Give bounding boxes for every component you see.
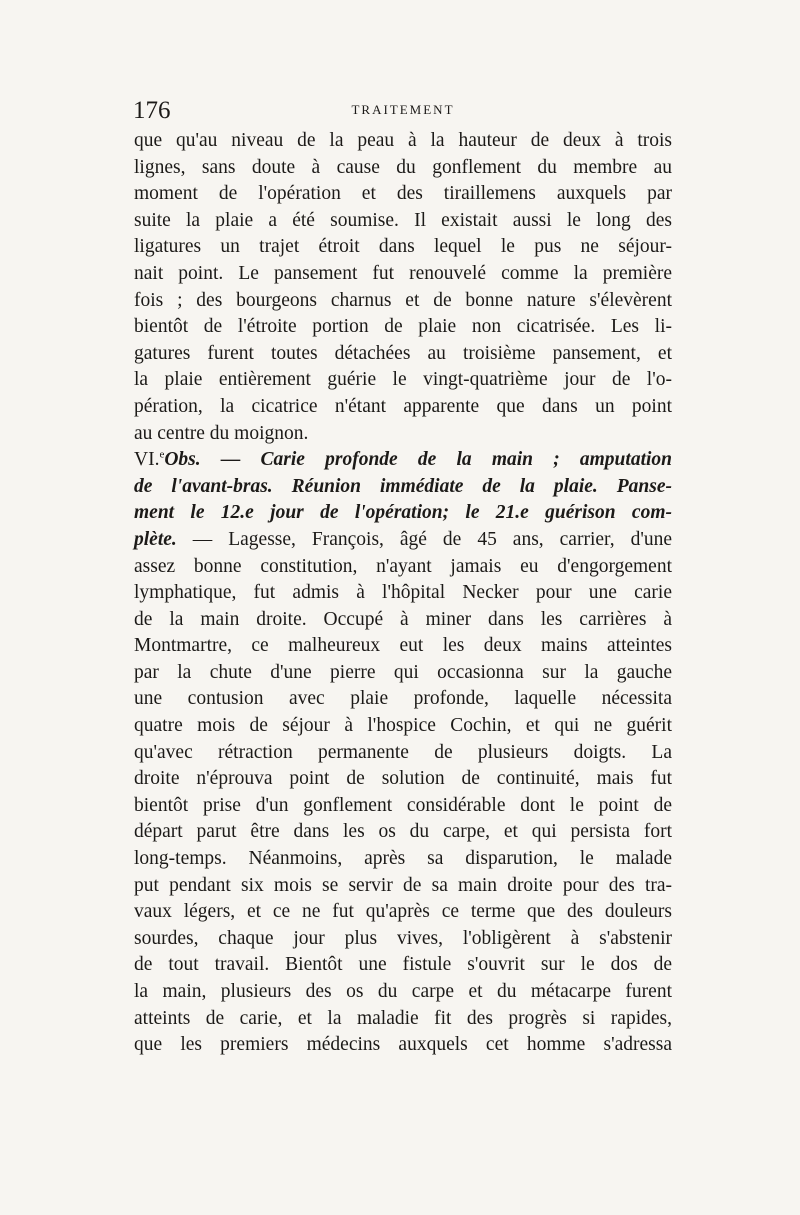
observation-heading-line bbox=[134, 447, 672, 474]
observation-heading-text: Obs. — Carie profonde de la main ; amputation bbox=[164, 449, 672, 471]
text-line: ligatures un trajet étroit dans lequel le pus ne séjour- bbox=[134, 236, 672, 258]
text-line: lymphatique, fut admis à l'hôpital Necker pour une carie bbox=[134, 582, 672, 604]
text-line: put pendant six mois se servir de sa main droite pour des tra- bbox=[134, 874, 672, 896]
observation-first-line bbox=[134, 527, 672, 554]
text-line: Montmartre, ce malheureux eut les deux mains atteintes bbox=[134, 635, 672, 657]
observation-heading-line: ment le 12.e jour de l'opération; le 21.e guérison com- bbox=[134, 502, 672, 524]
text-line: suite la plaie a été soumise. Il existait aussi le long des bbox=[134, 209, 672, 231]
observation-text: — Lagesse, François, âgé de 45 ans, carrier, d'une bbox=[176, 528, 672, 550]
text-line: de la main droite. Occupé à miner dans les carrières à bbox=[134, 608, 672, 630]
text-line: que qu'au niveau de la peau à la hauteur de deux à trois bbox=[134, 130, 672, 151]
text-line: gatures furent toutes détachées au troisième pansement, et bbox=[134, 342, 672, 364]
observation-heading-line: de l'avant-bras. Réunion immédiate de la plaie. Panse- bbox=[134, 475, 672, 497]
text-line: qu'avec rétraction permanente de plusieurs doigts. La bbox=[134, 741, 672, 763]
text-line: moment de l'opération et des tiraillemens auxquels par bbox=[134, 183, 672, 205]
text-line: sourdes, chaque jour plus vives, l'obligèrent à s'abstenir bbox=[134, 927, 672, 949]
running-title: TRAITEMENT bbox=[351, 102, 455, 117]
text-line: une contusion avec plaie profonde, laquelle nécessita bbox=[134, 688, 672, 710]
observation-heading-end: plète. bbox=[134, 528, 177, 550]
text-line: départ parut être dans les os du carpe, et qui persista fort bbox=[134, 821, 672, 843]
text-line: que les premiers médecins auxquels cet homme s'adressa bbox=[134, 1034, 672, 1056]
text-line: de tout travail. Bientôt une fistule s'ouvrit sur le dos de bbox=[134, 954, 672, 976]
text-line: lignes, sans doute à cause du gonflement du membre au bbox=[134, 156, 672, 178]
text-line: droite n'éprouva point de solution de continuité, mais fut bbox=[134, 768, 672, 790]
text-line: bientôt de l'étroite portion de plaie non cicatrisée. Les li- bbox=[134, 316, 672, 338]
text-block bbox=[134, 128, 672, 1059]
text-line: la plaie entièrement guérie le vingt-quatrième jour de l'o- bbox=[134, 369, 672, 391]
text-line: nait point. Le pansement fut renouvelé comme la première bbox=[134, 262, 672, 284]
text-line: pération, la cicatrice n'étant apparente que dans un point bbox=[134, 395, 672, 417]
paragraph-continued bbox=[134, 128, 672, 447]
text-line: long-temps. Néanmoins, après sa disparution, le malade bbox=[134, 848, 672, 870]
text-line: bientôt prise d'un gonflement considérable dont le point de bbox=[134, 794, 672, 816]
text-line: vaux légers, et ce ne fut qu'après ce terme que des douleurs bbox=[134, 901, 672, 923]
running-head bbox=[133, 96, 673, 126]
text-line: fois ; des bourgeons charnus et de bonne nature s'élevèrent bbox=[134, 289, 672, 311]
observation-number: VI.$^e$ bbox=[134, 448, 165, 471]
text-line: quatre mois de séjour à l'hospice Cochin, et qui ne guérit bbox=[134, 715, 672, 737]
text-line: assez bonne constitution, n'ayant jamais eu d'engorgement bbox=[134, 555, 672, 577]
page-number: 176 bbox=[133, 97, 171, 124]
text-line: la main, plusieurs des os du carpe et du métacarpe furent bbox=[134, 981, 672, 1002]
text-line: atteints de carie, et la maladie fit des progrès si rapides, bbox=[134, 1007, 672, 1029]
text-line: au centre du moignon. bbox=[134, 422, 309, 444]
text-line: par la chute d'une pierre qui occasionna sur la gauche bbox=[134, 661, 672, 683]
observation-paragraph bbox=[134, 447, 672, 1059]
